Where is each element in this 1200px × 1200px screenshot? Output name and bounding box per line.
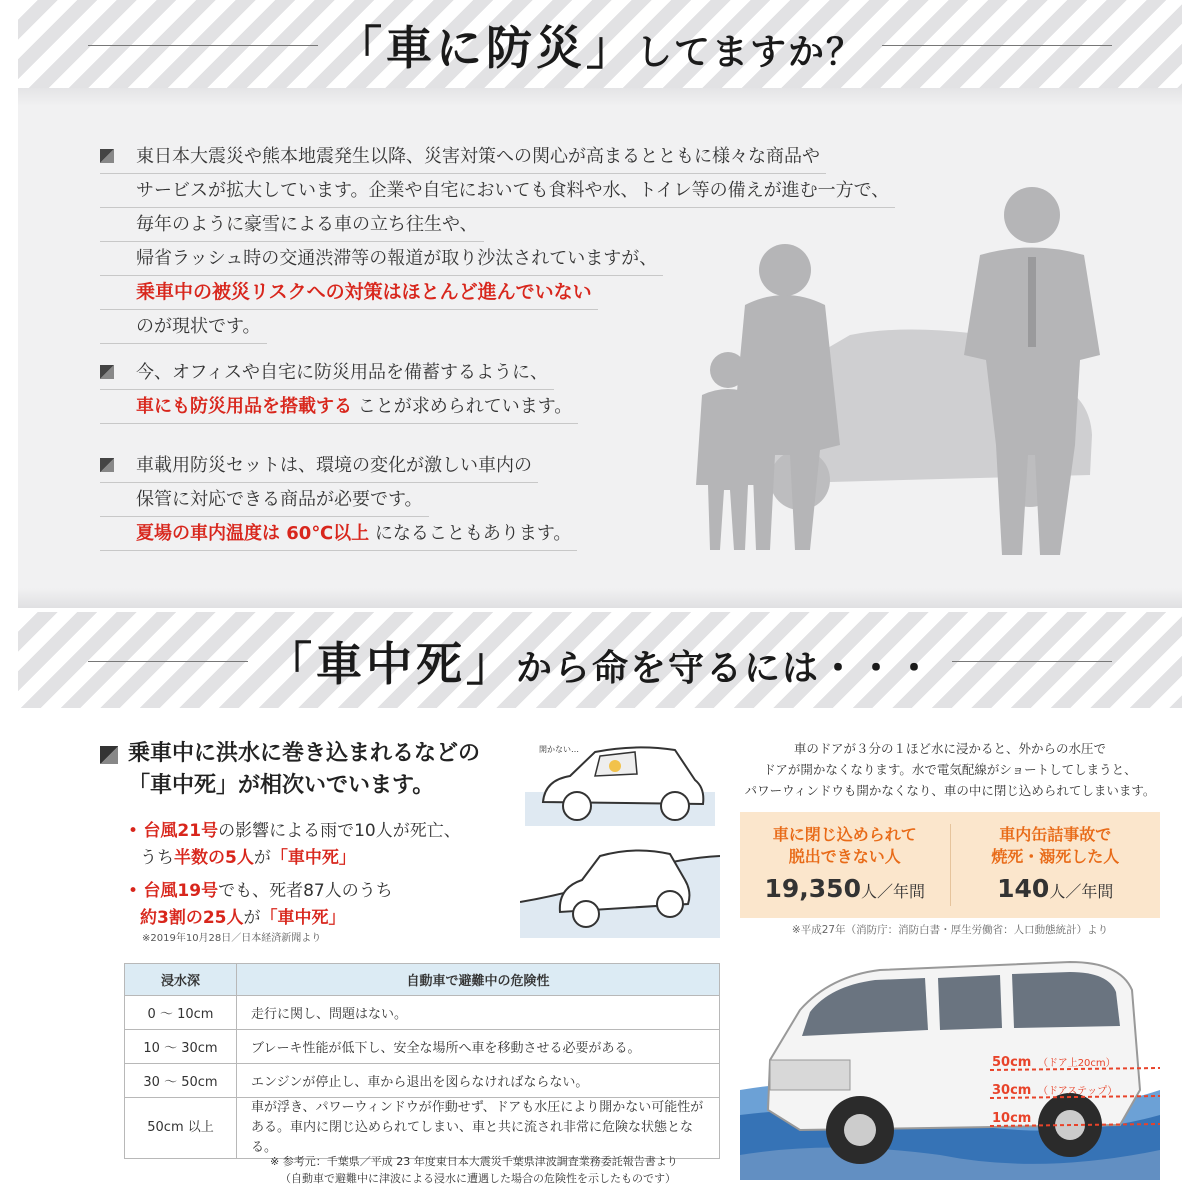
stat-label: 焼死・溺死した人 <box>991 847 1120 866</box>
text-line <box>100 242 663 276</box>
risk-text-line: ある。車内に閉じ込められてしまい、車と共に流され非常に危険な状態となる。 <box>251 1120 694 1155</box>
risk-cell: エンジンが停止し、車から退出を図らなければならない。 <box>237 1064 720 1098</box>
text-line <box>100 208 484 242</box>
text-line <box>100 449 538 483</box>
bullet-square-icon <box>100 746 118 764</box>
table-row <box>125 1030 720 1064</box>
fact-text: うち <box>140 848 174 868</box>
typhoon-facts <box>128 818 461 946</box>
text-line <box>100 310 267 344</box>
section1-heading-main: 「車に防災」 <box>336 21 636 75</box>
heading-rule-right <box>952 661 1112 662</box>
fact-text: の影響による雨で10人が死亡、 <box>218 821 461 841</box>
stat-value-row <box>740 874 950 903</box>
section2-heading <box>248 628 952 694</box>
statistics-box <box>740 812 1160 918</box>
table-header: 自動車で避難中の危険性 <box>237 964 720 996</box>
risk-text-line: 車が浮き、パワーウィンドウが作動せず、ドアも水圧により開かない可能性が <box>251 1100 704 1115</box>
text-line <box>100 174 895 208</box>
fact-typhoon19-cont <box>128 905 461 932</box>
risk-cell <box>237 1098 720 1159</box>
stats-source-note: ※平成27年（消防庁：消防白書・厚生労働省：人口動態統計）より <box>791 924 1109 936</box>
illustration-caption: 開かない… <box>539 745 579 754</box>
section2-heading-sub: から命を守るには・・・ <box>516 647 935 689</box>
car-death-title <box>100 738 480 802</box>
bullet-square-icon <box>100 149 114 163</box>
section1-heading-row <box>18 14 1182 76</box>
heading-rule-left <box>88 661 248 662</box>
text-line <box>100 276 598 310</box>
stat-trapped <box>740 812 950 918</box>
text-line <box>100 483 429 517</box>
line-text: 車載用防災セットは、環境の変化が激しい車内の <box>136 455 532 476</box>
line-text: になることもあります。 <box>369 523 572 544</box>
fact-highlight: 「車中死」 <box>270 848 356 868</box>
heading-rule-left <box>88 45 318 46</box>
stat-label: 車に閉じ込められて <box>772 825 917 844</box>
fact-text: でも、死者87人のうち <box>218 881 393 901</box>
text-line <box>100 140 826 174</box>
fact-highlight: 約3割の25人 <box>140 908 244 928</box>
section1-heading <box>318 12 882 78</box>
stat-value: 19,350 <box>764 874 861 903</box>
section2-heading-main: 「車中死」 <box>266 637 516 691</box>
water-level-50-label: 50cm <box>992 1055 1032 1070</box>
line-text: 帰省ラッシュ時の交通渋滞等の報道が取り沙汰されていますが、 <box>136 248 658 269</box>
flooded-car-illustration-2 <box>520 842 720 938</box>
heading-rule-right <box>882 45 1112 46</box>
water-level-10-label: 10cm <box>992 1111 1032 1126</box>
desc-line: パワーウィンドウも開かなくなり、車の中に閉じ込められてしまいます。 <box>744 783 1156 798</box>
bullet-dot-icon: • <box>128 821 144 841</box>
bullet-square-icon <box>100 365 114 379</box>
intro-paragraph-2 <box>100 356 578 424</box>
stat-deaths <box>951 812 1161 918</box>
flooded-car-illustration-1 <box>525 740 715 830</box>
table-reference <box>270 1153 678 1187</box>
risk-cell: ブレーキ性能が低下し、安全な場所へ車を移動させる必要がある。 <box>237 1030 720 1064</box>
stat-value-row <box>951 874 1161 903</box>
fact-typhoon19 <box>128 878 461 905</box>
fact-text: が <box>253 848 271 868</box>
reference-line: ※ 参考元：千葉県／平成 23 年度東日本大震災千葉県津波調査業務委託報告書より <box>270 1155 678 1168</box>
line-text: ことが求められています。 <box>352 396 573 417</box>
facts-source-note: ※2019年10月28日／日本経済新聞より <box>142 933 322 944</box>
fact-text: が <box>243 908 261 928</box>
highlight-text: 車にも防災用品を搭載する <box>136 396 352 417</box>
flood-risk-table <box>124 963 720 1159</box>
line-text: 今、オフィスや自宅に防災用品を備蓄するように、 <box>136 362 549 383</box>
table-header: 浸水深 <box>125 964 237 996</box>
door-pressure-description <box>740 738 1160 801</box>
highlight-text: 乗車中の被災リスクへの対策はほとんど進んでいない <box>136 281 592 303</box>
risk-cell: 走行に関し、問題はない。 <box>237 996 720 1030</box>
water-level-30-sub: （ドアステップ） <box>1038 1086 1118 1097</box>
line-text: 保管に対応できる商品が必要です。 <box>136 489 423 510</box>
highlight-text: 夏場の車内温度は 60℃以上 <box>136 523 370 544</box>
line-text: サービスが拡大しています。企業や自宅においても食料や水、トイレ等の備えが進む一方で、 <box>136 180 890 201</box>
fact-highlight: 台風21号 <box>143 821 219 841</box>
van-water-level-illustration <box>740 940 1160 1190</box>
table-row <box>125 1098 720 1159</box>
intro-paragraph-3 <box>100 449 577 551</box>
water-level-30-label: 30cm <box>992 1083 1032 1098</box>
intro-paragraph-1 <box>100 140 895 344</box>
bullet-dot-icon: • <box>128 881 144 901</box>
bullet-square-icon <box>100 458 114 472</box>
stat-label: 脱出できない人 <box>788 847 901 866</box>
desc-line: ドアが開かなくなります。水で電気配線がショートしてしまうと、 <box>763 762 1137 777</box>
fact-highlight: 台風19号 <box>143 881 219 901</box>
depth-cell: 10 〜 30cm <box>125 1030 237 1064</box>
reference-line: （自動車で避難中に津波による浸水に遭遇した場合の危険性を示したものです） <box>280 1172 676 1185</box>
table-row <box>125 1064 720 1098</box>
section1-heading-sub: してますか？ <box>636 31 865 73</box>
table-row <box>125 996 720 1030</box>
depth-cell: 30 〜 50cm <box>125 1064 237 1098</box>
section2-heading-row <box>18 628 1182 694</box>
fact-typhoon21 <box>128 818 461 845</box>
text-line <box>100 356 554 390</box>
table-header-row <box>125 964 720 996</box>
stat-label: 車内缶詰事故で <box>999 825 1112 844</box>
line-text: のが現状です。 <box>136 316 261 337</box>
fact-typhoon21-cont <box>128 845 461 872</box>
stat-unit: 人／年間 <box>1049 882 1114 901</box>
car-death-title-line2: 「車中死」が相次いでいます。 <box>128 773 435 798</box>
fact-highlight: 「車中死」 <box>260 908 346 928</box>
desc-line: 車のドアが３分の１ほど水に浸かると、外からの水圧で <box>793 741 1107 756</box>
line-text: 東日本大震災や熊本地震発生以降、災害対策への関心が高まるとともに様々な商品や <box>136 146 820 167</box>
text-line <box>100 390 578 424</box>
fact-highlight: 半数の5人 <box>174 848 254 868</box>
depth-cell: 0 〜 10cm <box>125 996 237 1030</box>
stat-unit: 人／年間 <box>860 882 925 901</box>
stat-value: 140 <box>997 874 1050 903</box>
car-death-title-line1: 乗車中に洪水に巻き込まれるなどの <box>128 741 481 766</box>
text-line <box>100 517 577 551</box>
line-text: 毎年のように豪雪による車の立ち往生や、 <box>136 214 478 235</box>
water-level-50-sub: （ドア上20cm） <box>1038 1058 1116 1069</box>
depth-cell: 50cm 以上 <box>125 1098 237 1159</box>
